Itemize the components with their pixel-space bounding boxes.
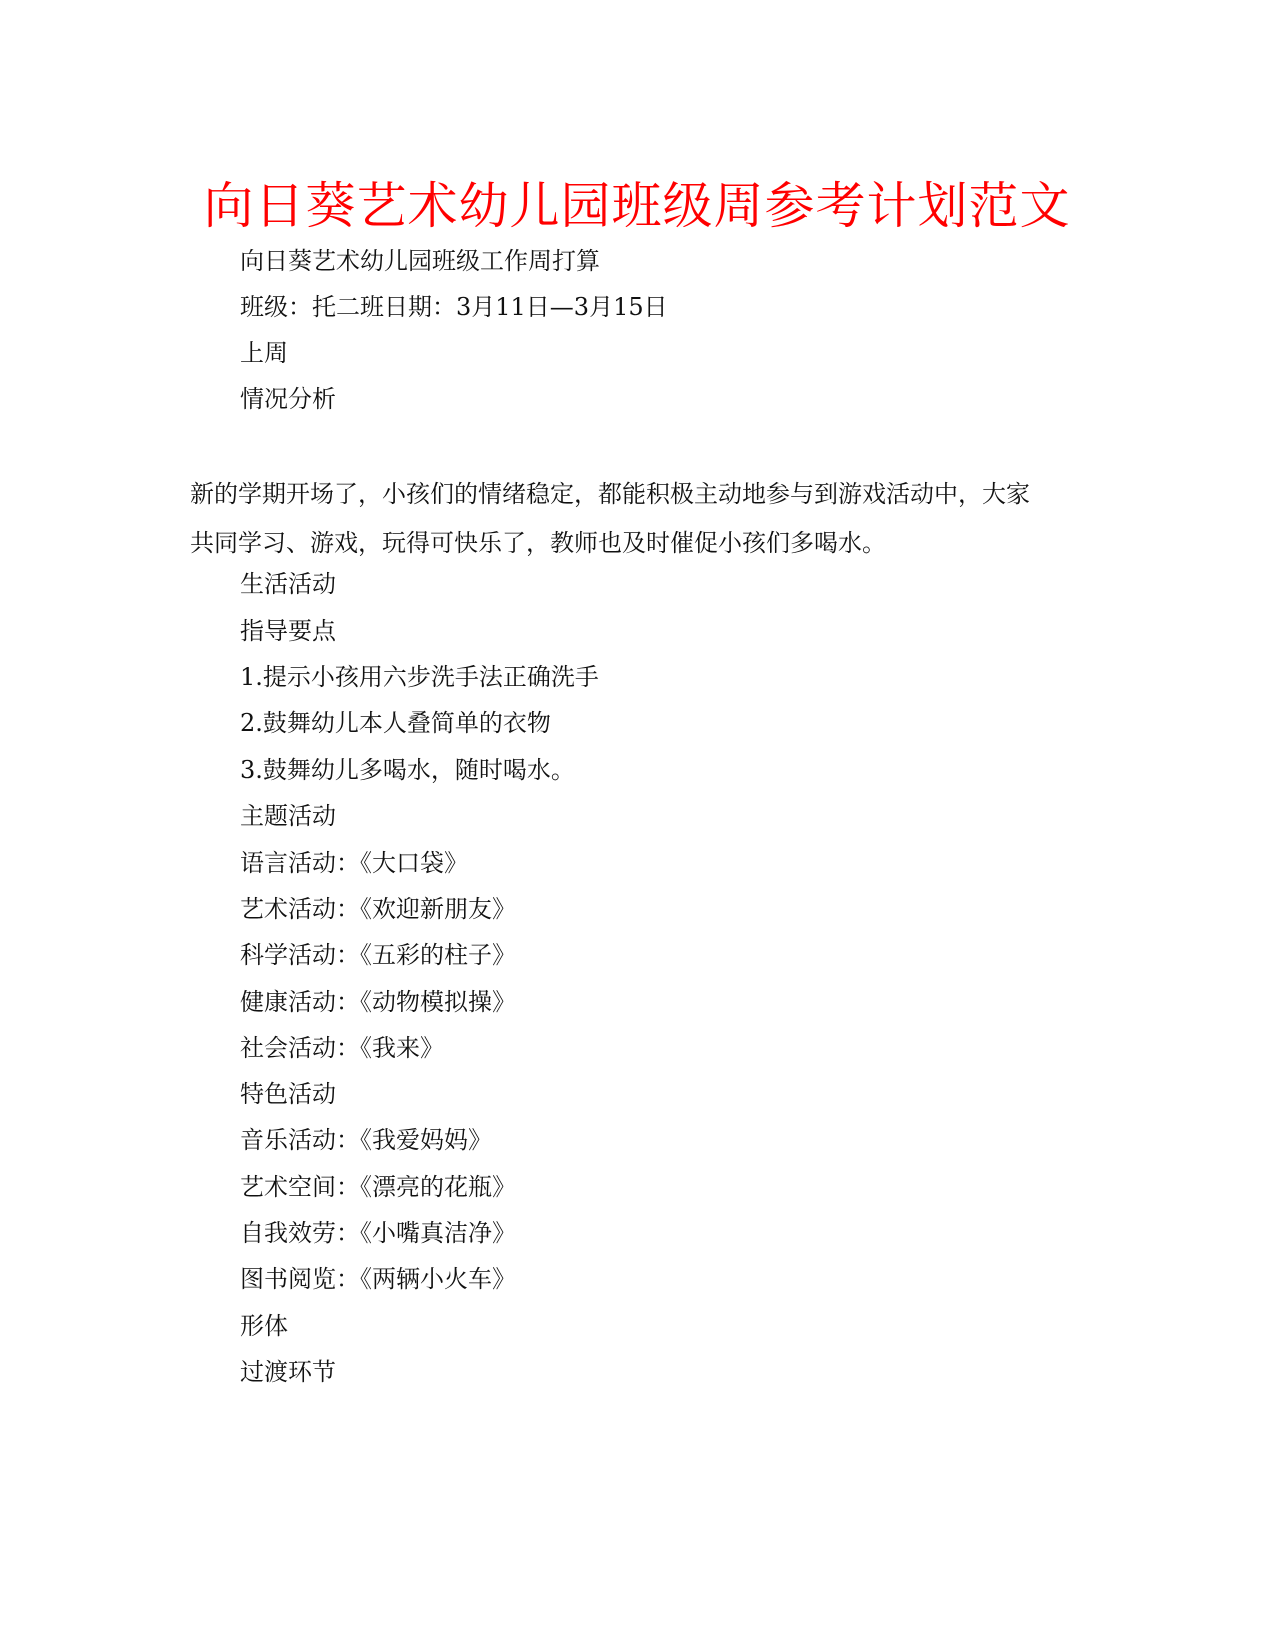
analysis-line-2: 共同学习、游戏，玩得可快乐了，教师也及时催促小孩们多喝水。 (190, 529, 886, 557)
analysis-paragraph (190, 470, 1070, 568)
science-activity: 科学活动：《五彩的柱子》 (240, 941, 516, 969)
art-space: 艺术空间：《漂亮的花瓶》 (240, 1173, 516, 1201)
language-activity: 语言活动：《大口袋》 (240, 849, 468, 877)
analysis-line-1: 新的学期开场了，小孩们的情绪稳定，都能积极主动地参与到游戏活动中，大家 (190, 480, 1030, 508)
subtitle: 向日葵艺术幼儿园班级工作周打算 (240, 247, 600, 275)
analysis-heading: 情况分析 (240, 385, 336, 413)
guidance-point-1: 1.提示小孩用六步洗手法正确洗手 (240, 663, 599, 691)
body-form-heading: 形体 (240, 1312, 288, 1340)
guidance-point-2: 2.鼓舞幼儿本人叠简单的衣物 (240, 709, 551, 737)
book-reading: 图书阅览：《两辆小火车》 (240, 1265, 516, 1293)
social-activity: 社会活动：《我来》 (240, 1034, 444, 1062)
class-date-line: 班级：托二班日期：3月11日—3月15日 (240, 293, 668, 321)
music-activity: 音乐活动：《我爱妈妈》 (240, 1126, 492, 1154)
guidance-point-3: 3.鼓舞幼儿多喝水，随时喝水。 (240, 756, 575, 784)
theme-activity-heading: 主题活动 (240, 802, 336, 830)
transition-heading: 过渡环节 (240, 1358, 336, 1386)
life-activity-heading: 生活活动 (240, 570, 336, 598)
health-activity: 健康活动：《动物模拟操》 (240, 988, 516, 1016)
art-activity: 艺术活动：《欢迎新朋友》 (240, 895, 516, 923)
guidance-points-heading: 指导要点 (240, 617, 336, 645)
document-title: 向日葵艺术幼儿园班级周参考计划范文 (203, 177, 1071, 235)
last-week-label: 上周 (240, 339, 288, 367)
special-activity-heading: 特色活动 (240, 1080, 336, 1108)
self-service: 自我效劳：《小嘴真洁净》 (240, 1219, 516, 1247)
